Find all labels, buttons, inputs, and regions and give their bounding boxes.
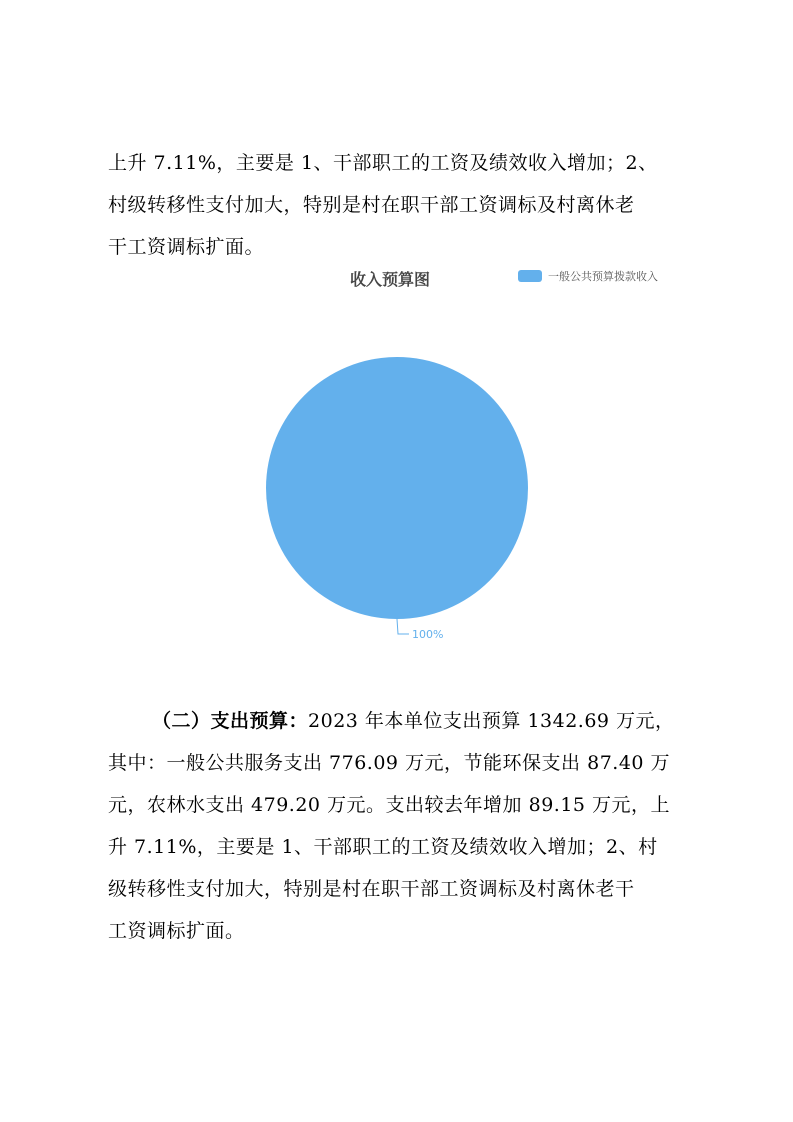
paragraph-line [108,700,698,742]
paragraph-line: 工资调标扩面。 [108,920,245,942]
expenditure-paragraph [108,700,698,952]
legend-label: 一般公共预算拨款收入 [548,270,658,283]
income-explanation-paragraph [108,142,698,268]
section-heading: （二）支出预算： [152,710,309,732]
pie-slice [266,357,528,619]
paragraph-line: 升 7.11%，主要是 1、干部职工的工资及绩效收入增加；2、村 [108,836,658,858]
paragraph-text: 2023 年本单位支出预算 1342.69 万元， [308,710,675,732]
paragraph-line: 元，农林水支出 479.20 万元。支出较去年增加 89.15 万元，上 [108,794,671,816]
pie-label-leader [397,619,409,634]
income-pie-chart [240,340,560,650]
pie-data-label: 100% [412,628,444,641]
paragraph-line: 其中：一般公共服务支出 776.09 万元，节能环保支出 87.40 万 [108,752,671,774]
legend-swatch [518,270,542,282]
paragraph-line: 干工资调标扩面。 [108,236,265,258]
chart-legend [518,268,658,284]
paragraph-line: 上升 7.11%，主要是 1、干部职工的工资及绩效收入增加；2、 [108,152,658,174]
paragraph-line: 级转移性支付加大，特别是村在职干部工资调标及村离休老干 [108,878,635,900]
paragraph-line: 村级转移性支付加大，特别是村在职干部工资调标及村离休老 [108,194,635,216]
chart-title: 收入预算图 [350,270,431,289]
